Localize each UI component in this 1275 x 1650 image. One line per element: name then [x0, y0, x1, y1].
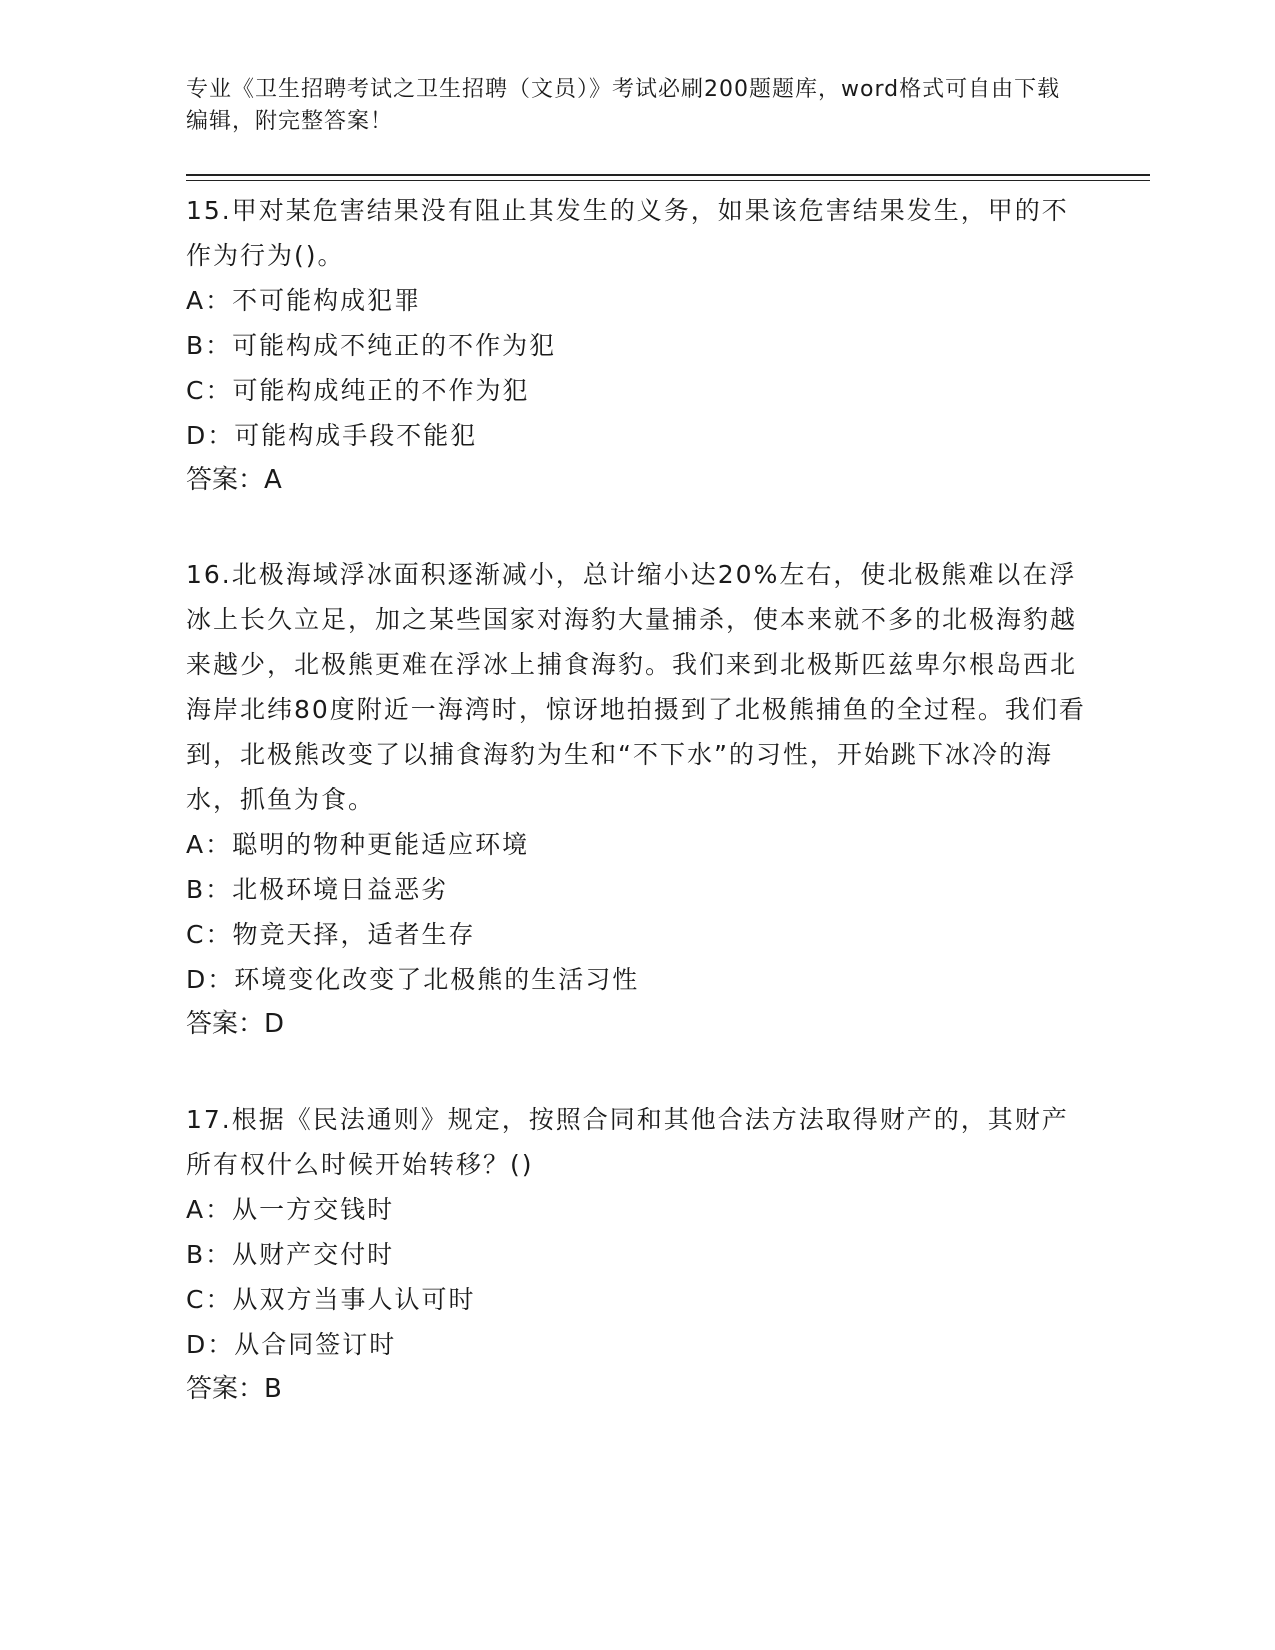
option-c: C：物竞天择，适者生存 [186, 920, 476, 949]
option-c: C：可能构成纯正的不作为犯 [186, 376, 530, 405]
header-text: 专业《卫生招聘考试之卫生招聘（文员）》考试必刷200题题库，word格式可自由下载编辑，附完整答案！ [186, 77, 1061, 134]
option-b: B：从财产交付时 [186, 1240, 395, 1269]
option-a: A：从一方交钱时 [186, 1195, 395, 1224]
header-divider-thick [186, 174, 1150, 176]
option-a: A：聪明的物种更能适应环境 [186, 830, 530, 859]
answer: 答案：B [186, 1374, 282, 1404]
question-15 [186, 188, 1086, 503]
question-16 [186, 552, 1086, 1047]
option-d: D：从合同签订时 [186, 1330, 397, 1359]
option-a: A：不可能构成犯罪 [186, 286, 422, 315]
option-c: C：从双方当事人认可时 [186, 1285, 476, 1314]
option-d: D：环境变化改变了北极熊的生活习性 [186, 965, 640, 994]
header-divider-thin [186, 180, 1150, 181]
option-b: B：北极环境日益恶劣 [186, 875, 449, 904]
option-d: D：可能构成手段不能犯 [186, 421, 478, 450]
question-stem: 16.北极海域浮冰面积逐渐减小，总计缩小达20%左右，使北极熊难以在浮冰上长久立足，加之某些国家对海豹大量捕杀，使本来就不多的北极海豹越来越少，北极熊更难在浮冰上捕食海豹。我们来到北极斯匹兹卑尔根岛西北海岸北纬80度附近一海湾时，惊讶地拍摄到了北极熊捕鱼的全过程。我们看到，北极熊改变了以捕食海豹为生和“不下水”的习性，开始跳下冰冷的海水，抓鱼为食。 [186, 560, 1086, 814]
answer: 答案：A [186, 465, 282, 495]
question-17 [186, 1097, 1086, 1412]
answer: 答案：D [186, 1009, 285, 1039]
document-header [186, 74, 1066, 138]
option-b: B：可能构成不纯正的不作为犯 [186, 331, 557, 360]
question-stem: 17.根据《民法通则》规定，按照合同和其他合法方法取得财产的，其财产所有权什么时候开始转移？() [186, 1105, 1069, 1179]
question-stem: 15.甲对某危害结果没有阻止其发生的义务，如果该危害结果发生，甲的不作为行为()。 [186, 196, 1069, 270]
